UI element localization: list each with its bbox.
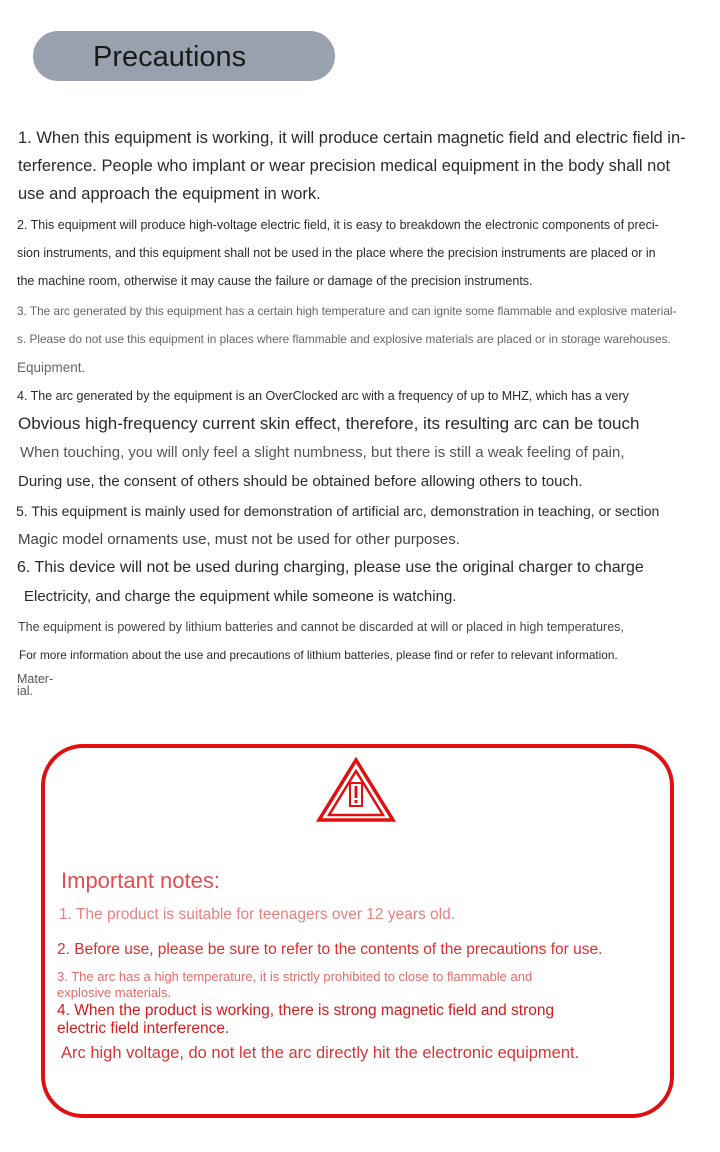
warning-triangle-icon xyxy=(316,757,396,823)
precaution-line: For more information about the use and precautions of lithium batteries, please find or refer to relevant information. xyxy=(19,648,618,662)
precaution-line: 6. This device will not be used during charging, please use the original charger to charge xyxy=(17,559,644,576)
precaution-line: 1. When this equipment is working, it will produce certain magnetic field and electric field in- xyxy=(18,129,686,147)
notes-heading: Important notes: xyxy=(61,868,220,893)
precaution-line: When touching, you will only feel a slight numbness, but there is still a weak feeling of pain, xyxy=(20,444,625,461)
precaution-line: s. Please do not use this equipment in places where flammable and explosive materials are placed or in storage warehouses. xyxy=(17,332,671,346)
note-item: explosive materials. xyxy=(57,985,172,1000)
precaution-line: 2. This equipment will produce high-voltage electric field, it is easy to breakdown the electronic components of preci- xyxy=(17,218,659,232)
note-item: 1. The product is suitable for teenagers over 12 years old. xyxy=(59,906,456,923)
precaution-line: 4. The arc generated by the equipment is an OverClocked arc with a frequency of up to MHZ, which has a very xyxy=(17,389,629,403)
precaution-line: ial. xyxy=(17,684,33,698)
precaution-line: the machine room, otherwise it may cause the failure or damage of the precision instruments. xyxy=(17,274,533,288)
precaution-line: During use, the consent of others should be obtained before allowing others to touch. xyxy=(18,473,583,490)
precaution-line: Mater- xyxy=(17,672,54,686)
precaution-line: use and approach the equipment in work. xyxy=(18,185,321,203)
precaution-line: Obvious high-frequency current skin effect, therefore, its resulting arc can be touch xyxy=(18,414,640,433)
precaution-line: sion instruments, and this equipment shall not be used in the place where the precision instruments are placed or in xyxy=(17,246,656,260)
note-item: 2. Before use, please be sure to refer to the contents of the precautions for use. xyxy=(57,941,603,958)
page-title: Precautions xyxy=(93,41,247,73)
note-item: 3. The arc has a high temperature, it is strictly prohibited to close to flammable and xyxy=(57,969,533,984)
precaution-line: Equipment. xyxy=(17,360,86,375)
note-item: Arc high voltage, do not let the arc directly hit the electronic equipment. xyxy=(61,1044,580,1062)
note-item: electric field interference. xyxy=(57,1020,230,1037)
precaution-line: Magic model ornaments use, must not be used for other purposes. xyxy=(18,531,460,548)
note-item: 4. When the product is working, there is strong magnetic field and strong xyxy=(57,1002,555,1019)
precaution-line: Electricity, and charge the equipment while someone is watching. xyxy=(24,588,457,605)
precaution-line: The equipment is powered by lithium batteries and cannot be discarded at will or placed in high temperatures, xyxy=(18,620,624,634)
precaution-line: terference. People who implant or wear precision medical equipment in the body shall not xyxy=(18,157,671,175)
precaution-line: 5. This equipment is mainly used for demonstration of artificial arc, demonstration in teaching, or section xyxy=(16,503,660,519)
precaution-line: 3. The arc generated by this equipment has a certain high temperature and can ignite some flammable and explosive material- xyxy=(17,304,677,318)
